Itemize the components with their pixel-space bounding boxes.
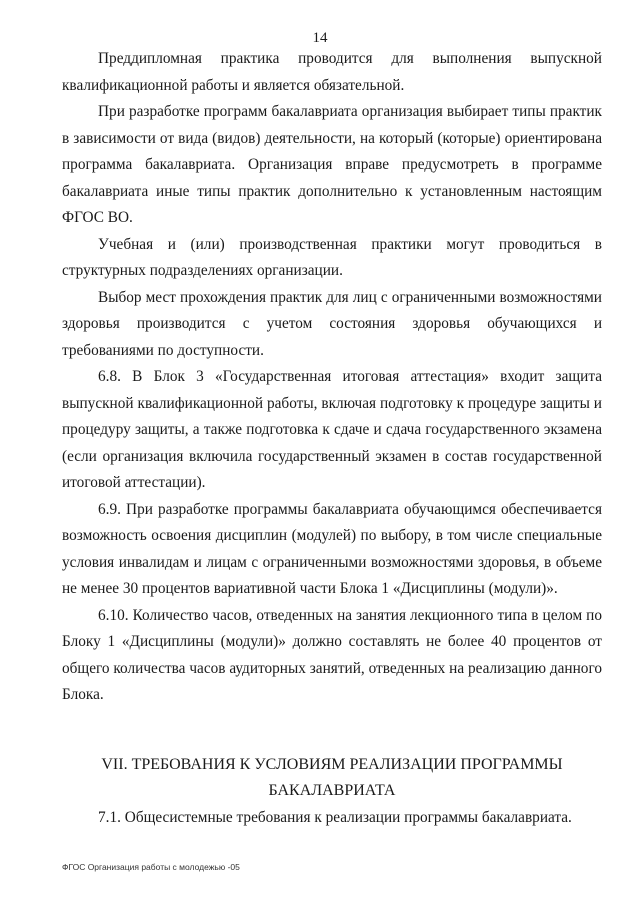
section-heading-line-2: БАКАЛАВРИАТА: [268, 782, 396, 799]
paragraph-pre-diploma-practice: Преддипломная практика проводится для выполнения выпускной квалификационной работы и является обязательной.: [62, 50, 602, 94]
paragraph-disabled-practice: Выбор мест прохождения практик для лиц с ограниченными возможностями здоровья производится с учетом состояния здоровья обучающихся и требованиями по доступности.: [62, 288, 602, 359]
page-number: 14: [312, 30, 328, 46]
paragraph-6-10: 6.10. Количество часов, отведенных на занятия лекционного типа в целом по Блоку 1 «Дисциплины (модули)» должно составлять не более 40 процентов от общего количества часов аудиторных занятий, отведенных на реализацию данного Блока.: [62, 606, 602, 703]
subsection-block: [62, 805, 602, 832]
paragraph-practice-types: При разработке программ бакалавриата организация выбирает типы практик в зависимости от вида (видов) деятельности, на который (которые) ориентирована программа бакалавриата. Организация вправе предусмотреть в программе бакалавриата иные типы практик дополнительно к установленным настоящим ФГОС ВО.: [62, 103, 602, 226]
paragraph-structural-units: Учебная и (или) производственная практики могут проводиться в структурных подразделениях организации.: [62, 235, 602, 279]
section-heading-line-1: VII. ТРЕБОВАНИЯ К УСЛОВИЯМ РЕАЛИЗАЦИИ ПРОГРАММЫ: [101, 756, 563, 773]
page-footer: ФГОС Организация работы с молодежью -05: [62, 862, 240, 872]
paragraph-6-9: 6.9. При разработке программы бакалавриата обучающимся обеспечивается возможность освоения дисциплин (модулей) по выбору, в том числе специальные условия инвалидам и лицам с ограниченными возможностями здоровья, в объеме не менее 30 процентов вариативной части Блока 1 «Дисциплины (модули)».: [62, 500, 602, 597]
paragraph-6-8: 6.8. В Блок 3 «Государственная итоговая аттестация» входит защита выпускной квалификационной работы, включая подготовку к процедуре защиты и процедуру защиты, а также подготовка к сдаче и сдача государственного экзамена (если организация включила государственный экзамен в состав государственной итоговой аттестации).: [62, 368, 602, 491]
paragraph-7-1: 7.1. Общесистемные требования к реализации программы бакалавриата.: [98, 809, 572, 826]
body-text: [62, 46, 602, 709]
